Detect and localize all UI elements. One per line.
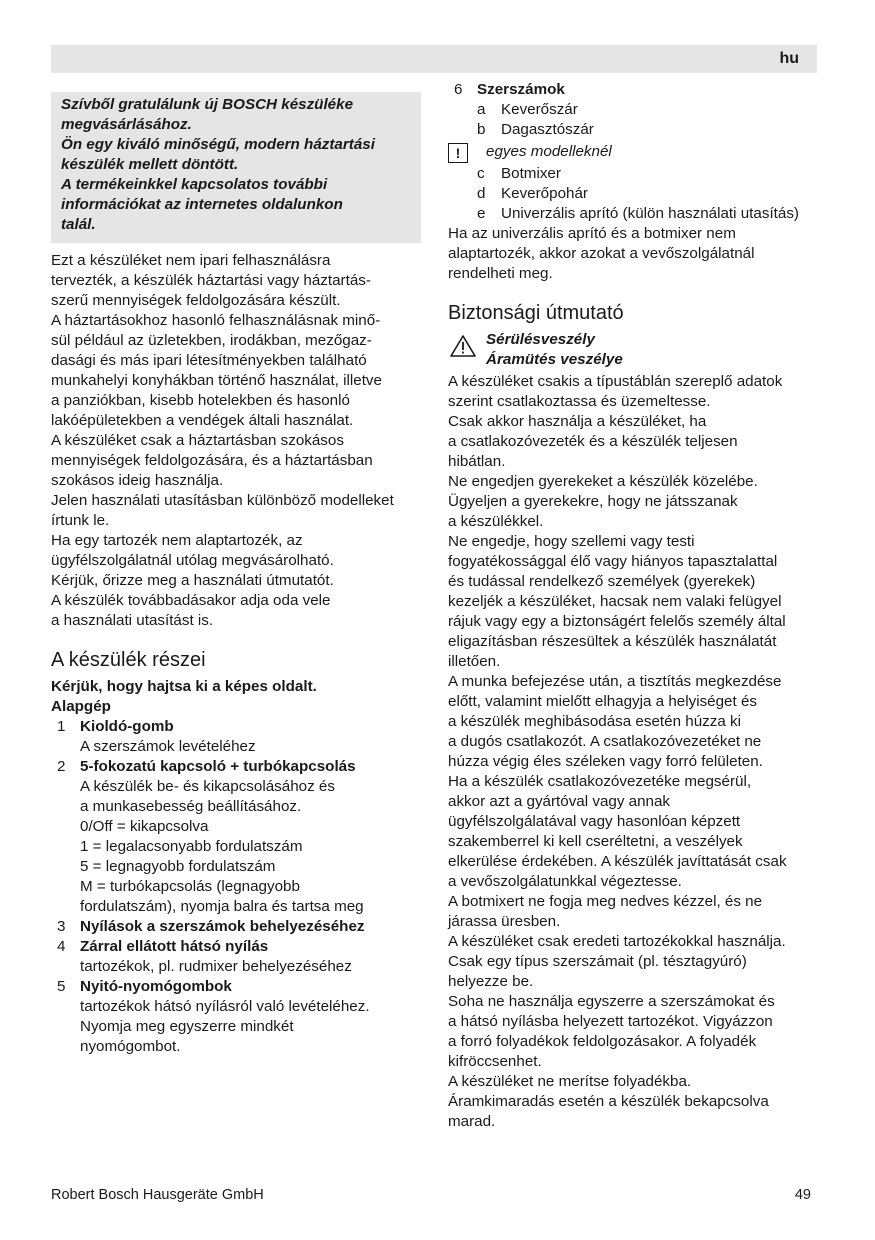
text-line: hibátlan.: [448, 453, 506, 470]
tool-letter: c: [477, 165, 485, 182]
part-desc: Nyomja meg egyszerre mindkét: [80, 1018, 294, 1035]
text-line: Ezt a készüléket nem ipari felhasználásra: [51, 252, 331, 269]
intro-line: Ön egy kiváló minőségű, modern háztartási: [61, 136, 375, 153]
part-item: [448, 80, 823, 100]
text-line: tervezték, a készülék háztartási vagy háztartás-: [51, 272, 371, 289]
part-desc: 5 = legnagyobb fordulatszám: [80, 858, 276, 875]
text-line: a vevőszolgálatunkkal végeztesse.: [448, 873, 682, 890]
part-title: Szerszámok: [477, 81, 565, 98]
text-line: szakemberrel ki kell cseréltetni, a veszélyek: [448, 833, 743, 850]
part-desc: a munkasebesség beállításához.: [80, 798, 302, 815]
text-line: Ha a készülék csatlakozóvezetéke megsérül,: [448, 773, 752, 790]
text-line: mennyiségek feldolgozására, és a háztartásban: [51, 452, 373, 469]
tool-text: Keverőszár: [501, 101, 578, 118]
text-line: járassa üresben.: [448, 913, 561, 930]
header-bar: [51, 45, 817, 73]
page-number: 49: [794, 1187, 811, 1203]
part-title: Nyitó-nyomógombok: [80, 978, 232, 995]
text-line: A készüléket ne merítse folyadékba.: [448, 1073, 692, 1090]
tool-item: [448, 204, 823, 224]
tool-letter: d: [477, 185, 486, 202]
text-line: ügyfélszolgálatával vagy hasonlóan képzett: [448, 813, 741, 830]
tool-text: Univerzális aprító (külön használati utasítás): [501, 205, 799, 222]
text-line: Jelen használati utasításban különböző modelleket: [51, 492, 394, 509]
text-line: Áramkimaradás esetén a készülék bekapcsolva: [448, 1093, 769, 1110]
parts-heading: A készülék részei: [51, 649, 206, 671]
left-column: [51, 92, 421, 1057]
safety-text: [448, 372, 823, 1132]
intro-box: [51, 92, 421, 243]
tool-letter: e: [477, 205, 486, 222]
tool-text: Botmixer: [501, 165, 561, 182]
text-line: ügyfélszolgálatnál utólag megvásárolható.: [51, 552, 334, 569]
text-line: eligazításban részesültek a készülék használatát: [448, 633, 777, 650]
tools-note: [448, 224, 823, 284]
part-item: [51, 717, 421, 757]
part-desc: tartozékok hátsó nyílásról való levételéhez.: [80, 998, 370, 1015]
parts-note: Kérjük, hogy hajtsa ki a képes oldalt.: [51, 678, 317, 695]
text-line: A háztartásokhoz hasonló felhasználásnak minő-: [51, 312, 381, 329]
intro-line: megvásárlásához.: [61, 116, 192, 133]
text-line: szokásos ideig használja.: [51, 472, 224, 489]
text-line: dasági és más ipari létesítményekben található: [51, 352, 367, 369]
text-line: a panziókban, kisebb hotelekben és hasonló: [51, 392, 350, 409]
part-item: [51, 917, 421, 937]
text-line: szerint csatlakoztassa és üzemeltesse.: [448, 393, 711, 410]
text-line: a csatlakozóvezeték és a készülék teljesen: [448, 433, 738, 450]
part-desc: tartozékok, pl. rudmixer behelyezéséhez: [80, 958, 352, 975]
part-item: [51, 977, 421, 1057]
text-line: húzza végig éles széleken vagy forró felületen.: [448, 753, 763, 770]
basic-unit-label: Alapgép: [51, 698, 111, 715]
part-number: 3: [57, 918, 66, 935]
text-line: a forró folyadékok feldolgozásakor. A folyadék: [448, 1033, 757, 1050]
tool-text: Keverőpohár: [501, 185, 588, 202]
text-line: munkahelyi konyhákban történő használat, illetve: [51, 372, 382, 389]
text-line: a hátsó nyílásba helyezett tartozékot. Vigyázzon: [448, 1013, 773, 1030]
text-line: akkor azt a gyártóval vagy annak: [448, 793, 671, 810]
text-line: a készülékkel.: [448, 513, 544, 530]
tool-item: [448, 120, 823, 140]
safety-heading: Biztonsági útmutató: [448, 302, 624, 324]
text-line: A készüléket csak a háztartásban szokásos: [51, 432, 344, 449]
text-line: elkerülése érdekében. A készülék javíttatását csak: [448, 853, 787, 870]
tool-letter: b: [477, 121, 486, 138]
text-line: szerű mennyiségek feldolgozására készült.: [51, 292, 341, 309]
right-column: [448, 80, 823, 1132]
intro-line: készülék mellett döntött.: [61, 156, 239, 173]
text-line: Kérjük, őrizze meg a használati útmutatót.: [51, 572, 334, 589]
text-line: A készüléket csakis a típustáblán szereplő adatok: [448, 373, 783, 390]
text-line: Ügyeljen a gyerekekre, hogy ne játsszanak: [448, 493, 738, 510]
model-note-text: egyes modelleknél: [486, 143, 612, 160]
text-line: a dugós csatlakozót. A csatlakozóvezetéket ne: [448, 733, 762, 750]
danger-warning: [448, 330, 823, 370]
tool-item: [448, 164, 823, 184]
part-number: 4: [57, 938, 66, 955]
part-desc: nyomógombot.: [80, 1038, 181, 1055]
tool-item: [448, 100, 823, 120]
part-item: [51, 757, 421, 917]
text-line: alaptartozék, akkor azokat a vevőszolgálatnál: [448, 245, 755, 262]
text-line: a készülék meghibásodása esetén húzza ki: [448, 713, 741, 730]
model-note: [448, 142, 823, 162]
intro-line: információkat az internetes oldalunkon: [61, 196, 343, 213]
part-title: Zárral ellátott hátsó nyílás: [80, 938, 269, 955]
part-number: 1: [57, 718, 66, 735]
part-desc: A készülék be- és kikapcsolásához és: [80, 778, 335, 795]
text-line: rájuk vagy egy a biztonságért felelős személy által: [448, 613, 786, 630]
part-number: 5: [57, 978, 66, 995]
text-line: sül például az üzletekben, irodákban, mezőgaz-: [51, 332, 372, 349]
text-line: A botmixert ne fogja meg nedves kézzel, és ne: [448, 893, 763, 910]
exclamation-icon: !: [448, 143, 468, 163]
text-line: rendelheti meg.: [448, 265, 553, 282]
part-desc: 0/Off = kikapcsolva: [80, 818, 209, 835]
part-title: 5-fokozatú kapcsoló + turbókapcsolás: [80, 758, 356, 775]
text-line: illetően.: [448, 653, 501, 670]
text-line: Csak akkor használja a készüléket, ha: [448, 413, 707, 430]
part-desc: M = turbókapcsolás (legnagyobb: [80, 878, 300, 895]
language-code: hu: [779, 50, 799, 67]
tool-item: [448, 184, 823, 204]
intro-line: A termékeinkkel kapcsolatos további: [61, 176, 328, 193]
text-line: A munka befejezése után, a tisztítás megkezdése: [448, 673, 782, 690]
part-item: [51, 937, 421, 977]
text-line: helyezze be.: [448, 973, 534, 990]
text-line: lakóépületekben a vendégek általi használat.: [51, 412, 354, 429]
part-title: Nyílások a szerszámok behelyezéséhez: [80, 918, 365, 935]
tool-letter: a: [477, 101, 486, 118]
text-line: Ha egy tartozék nem alaptartozék, az: [51, 532, 303, 549]
text-line: Ne engedje, hogy szellemi vagy testi: [448, 533, 695, 550]
danger-injury: Sérülésveszély: [486, 331, 595, 348]
danger-electric: Áramütés veszélye: [486, 351, 623, 368]
part-number: 2: [57, 758, 66, 775]
text-line: kezeljék a készüléket, hacsak nem valaki felügyel: [448, 593, 782, 610]
part-desc: 1 = legalacsonyabb fordulatszám: [80, 838, 303, 855]
footer-company: Robert Bosch Hausgeräte GmbH: [51, 1187, 264, 1203]
text-line: Csak egy típus szerszámait (pl. tésztagyúró): [448, 953, 747, 970]
text-line: Ne engedjen gyerekeket a készülék közelébe.: [448, 473, 758, 490]
text-line: fogyatékossággal élő vagy hiányos tapasztalattal: [448, 553, 778, 570]
intro-line: talál.: [61, 216, 96, 233]
text-line: A készüléket csak eredeti tartozékokkal használja.: [448, 933, 786, 950]
text-line: írtunk le.: [51, 512, 110, 529]
tool-text: Dagasztószár: [501, 121, 594, 138]
text-line: A készülék továbbadásakor adja oda vele: [51, 592, 331, 609]
text-line: előtt, valamint mielőtt elhagyja a helyiséget és: [448, 693, 757, 710]
text-line: és tudással rendelkező személyek (gyerekek): [448, 573, 756, 590]
part-desc: A szerszámok levételéhez: [80, 738, 256, 755]
intro-line: Szívből gratulálunk új BOSCH készüléke: [61, 96, 354, 113]
warning-triangle-icon: [450, 334, 476, 358]
part-number: 6: [454, 81, 463, 98]
text-line: kifröccsenhet.: [448, 1053, 542, 1070]
part-title: Kioldó-gomb: [80, 718, 174, 735]
intended-use-text: [51, 251, 421, 631]
text-line: a használati utasítást is.: [51, 612, 214, 629]
part-desc: fordulatszám), nyomja balra és tartsa meg: [80, 898, 364, 915]
text-line: Soha ne használja egyszerre a szerszámokat és: [448, 993, 775, 1010]
text-line: marad.: [448, 1113, 496, 1130]
text-line: Ha az univerzális aprító és a botmixer nem: [448, 225, 736, 242]
